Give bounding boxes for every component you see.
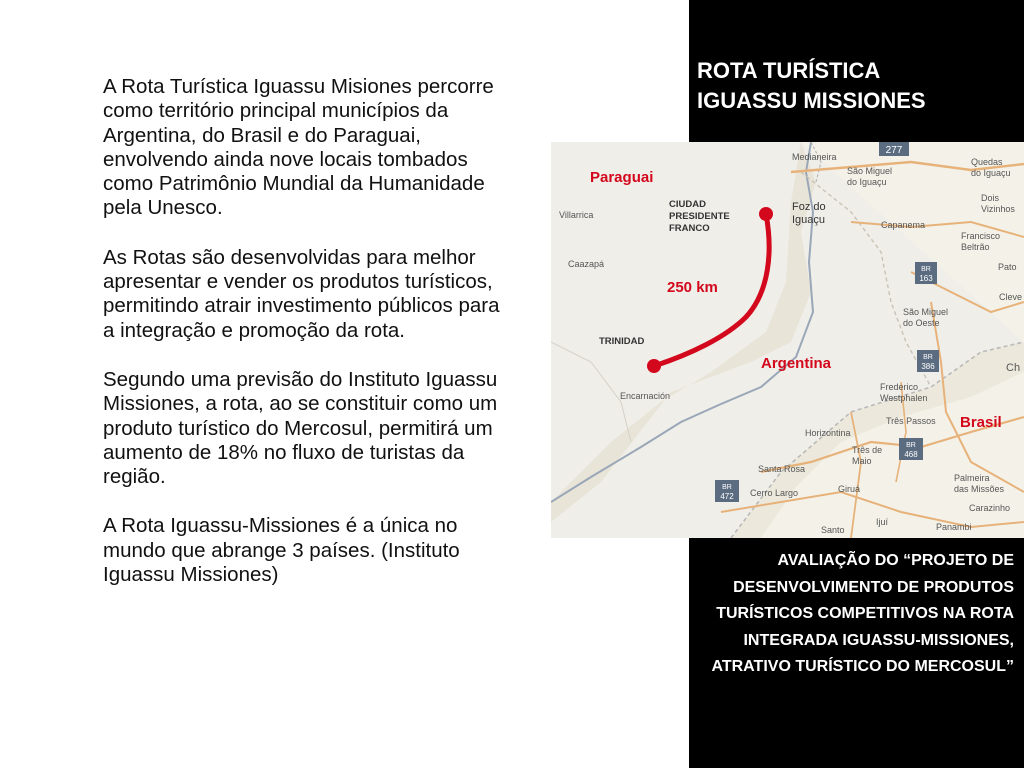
svg-text:468: 468 xyxy=(904,450,918,459)
svg-text:BR: BR xyxy=(921,266,931,273)
place-line: Três de xyxy=(852,445,883,455)
page-title xyxy=(697,56,1017,116)
city-line: CIUDAD xyxy=(669,199,706,210)
place-sao-miguel-iguacu xyxy=(847,166,892,188)
place-ch: Ch xyxy=(1006,362,1021,374)
place-ijui: Ijuí xyxy=(876,517,889,527)
label-argentina: Argentina xyxy=(761,355,832,372)
place-frederico-westphalen xyxy=(880,382,927,404)
svg-text:BR: BR xyxy=(923,354,933,361)
place-encarnacion: Encarnación xyxy=(620,391,671,401)
place-tres-passos: Três Passos xyxy=(886,416,936,426)
place-cleve: Cleve xyxy=(999,292,1023,302)
city-line: Iguaçu xyxy=(792,214,826,226)
shield-br163 xyxy=(915,262,937,284)
place-girua: Giruá xyxy=(838,484,861,494)
title-line-2: IGUASSU MISSIONES xyxy=(697,88,926,113)
svg-text:386: 386 xyxy=(921,362,935,371)
place-capanema: Capanema xyxy=(881,220,926,230)
svg-text:472: 472 xyxy=(720,492,734,501)
svg-text:277: 277 xyxy=(885,145,903,156)
label-distance: 250 km xyxy=(667,279,718,296)
place-cerro-largo: Cerro Largo xyxy=(750,488,799,498)
place-line: Vizinhos xyxy=(981,204,1015,214)
place-line: Palmeira xyxy=(954,473,990,483)
svg-text:BR: BR xyxy=(906,442,916,449)
place-dois-vizinhos xyxy=(981,193,1015,215)
shield-br386 xyxy=(917,350,939,372)
place-carazinho: Carazinho xyxy=(969,503,1011,513)
city-line: PRESIDENTE xyxy=(669,211,730,222)
place-villarrica: Villarrica xyxy=(559,210,594,220)
paragraph-2: As Rotas são desenvolvidas para melhor apresentar e vender os produtos turísticos, permitindo atrair investimento públicos para a integração e promoção da rota. xyxy=(103,245,500,342)
place-palmeira-das-missoes xyxy=(954,473,1004,495)
place-panambi: Panambi xyxy=(936,522,972,532)
route-map xyxy=(551,142,1024,538)
place-pato: Pato xyxy=(998,262,1017,272)
place-santo: Santo xyxy=(821,525,845,535)
svg-text:163: 163 xyxy=(919,274,933,283)
city-line: Foz do xyxy=(792,201,826,213)
marker-trinidad xyxy=(647,359,661,373)
place-quedas-do-iguacu xyxy=(971,157,1011,179)
city-foz-do-iguacu xyxy=(792,201,826,227)
shield-br277 xyxy=(879,142,909,156)
place-line: Frederico xyxy=(880,382,919,392)
place-line: Dois xyxy=(981,193,1000,203)
place-sao-miguel-oeste xyxy=(903,307,948,329)
title-line-1: ROTA TURÍSTICA xyxy=(697,58,881,83)
city-line: FRANCO xyxy=(669,223,710,234)
svg-text:BR: BR xyxy=(722,484,732,491)
label-brasil: Brasil xyxy=(960,414,1002,431)
place-tres-de-maio xyxy=(852,445,882,467)
place-caazapa: Caazapá xyxy=(568,259,605,269)
place-line: Maio xyxy=(852,456,872,466)
place-line: Beltrão xyxy=(961,242,990,252)
paragraph-3: Segundo uma previsão do Instituto Iguassu Missiones, a rota, ao se constituir como um produto turístico do Mercosul, permitirá um aumento de 18% no fluxo de turistas da região. xyxy=(103,367,498,489)
place-line: São Miguel xyxy=(847,166,893,176)
place-line: do Iguaçu xyxy=(847,177,887,187)
place-santa-rosa: Santa Rosa xyxy=(758,464,806,474)
city-ciudad-presidente-franco xyxy=(669,199,730,235)
place-line: São Miguel xyxy=(903,307,949,317)
place-line: das Missões xyxy=(954,484,1005,494)
place-horizontina: Horizontina xyxy=(805,428,851,438)
place-line: do Iguaçu xyxy=(971,168,1011,178)
place-francisco-beltrao xyxy=(961,231,1000,253)
paragraph-4: A Rota Iguassu-Missiones é a única no mundo que abrange 3 países. (Instituto Iguassu Missiones) xyxy=(103,514,460,587)
slide-caption: AVALIAÇÃO DO “PROJETO DE DESENVOLVIMENTO DE PRODUTOS TURÍSTICOS COMPETITIVOS NA ROTA INTEGRADA IGUASSU-MISSIONES, ATRATIVO TURÍSTICO DO MERCOSUL” xyxy=(711,552,1014,675)
place-line: Francisco xyxy=(961,231,1001,241)
marker-ciudad-presidente-franco xyxy=(759,207,773,221)
shield-br468 xyxy=(899,438,923,460)
body-text xyxy=(103,75,515,612)
city-trinidad: TRINIDAD xyxy=(599,336,645,347)
paragraph-1: A Rota Turística Iguassu Misiones percorre como território principal municípios da Argentina, do Brasil e do Paraguai, envolvendo ainda nove locais tombados como Patrimônio Mundial da Humanidade pela Unesco. xyxy=(103,75,494,220)
place-line: Quedas xyxy=(971,157,1003,167)
shield-br472 xyxy=(715,480,739,502)
place-line: Westphalen xyxy=(880,393,928,403)
place-medianeira: Medianeira xyxy=(792,152,837,162)
place-line: do Oeste xyxy=(903,318,940,328)
label-paraguai: Paraguai xyxy=(590,169,654,186)
